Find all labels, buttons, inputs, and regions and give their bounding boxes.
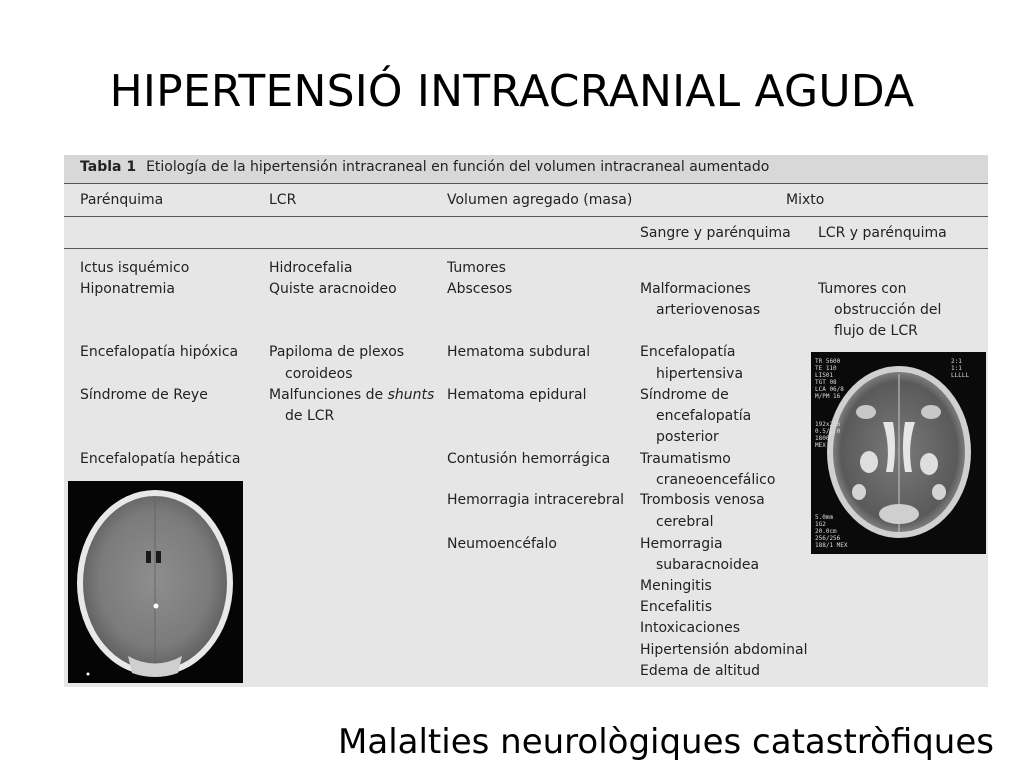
slide-title: HIPERTENSIÓ INTRACRANIAL AGUDA [109,66,915,117]
mri-overlay-bottom: 5.0mm 1G2 20.0cm 256/256 188/1 MEX [815,514,848,549]
header-lcr-parenquima: LCR y parénquima [818,225,947,241]
cell-lcr: Hidrocefalia [269,260,353,276]
cell-sangre: subaracnoidea [656,557,760,573]
table-label: Tabla 1 [80,159,137,175]
cell-lcr-parenquima: flujo de LCR [834,323,918,339]
header-sangre-parenquima: Sangre y parénquima [640,225,791,241]
cell-sangre: encefalopatía [656,408,752,424]
table-caption-text: Etiología de la hipertensión intracraneal en función del volumen intracraneal aumentado [146,159,770,175]
cell-sangre: posterior [656,429,719,445]
cell-lcr [269,385,434,406]
cell-lcr-italic: shunts [387,387,435,403]
cell-lcr-parenquima: obstrucción del [834,302,942,318]
cell-sangre: Malformaciones [640,281,751,297]
cell-parenquima: Hiponatremia [80,281,175,297]
cell-sangre: Encefalitis [640,599,712,615]
cell-parenquima: Síndrome de Reye [80,387,208,403]
header-mixto: Mixto [786,192,825,208]
mri-brain-image [811,352,986,554]
cell-lcr: Quiste aracnoideo [269,281,397,297]
cell-volumen: Hematoma epidural [447,387,587,403]
cell-sangre: Intoxicaciones [640,620,741,636]
rule-line [64,248,988,249]
header-lcr: LCR [269,192,297,208]
cell-sangre: Edema de altitud [640,663,761,679]
cell-lcr-parenquima: Tumores con [818,281,907,297]
cell-volumen: Hematoma subdural [447,344,591,360]
rule-line [64,216,988,217]
cell-sangre: Trombosis venosa [640,492,765,508]
cell-lcr: de LCR [285,408,335,424]
ct-brain-drawing [68,481,243,683]
cell-volumen: Contusión hemorrágica [447,451,611,467]
cell-sangre: Traumatismo [640,451,731,467]
cell-parenquima: Ictus isquémico [80,260,190,276]
slide-footer: Malalties neurològiques catastròfiques [338,722,994,762]
cell-lcr-text: Malfunciones de [269,387,388,403]
cell-sangre: Encefalopatía [640,344,736,360]
cell-volumen: Abscesos [447,281,513,297]
cell-sangre: Meningitis [640,578,712,594]
rule-line [64,183,988,184]
table-caption-row [64,155,988,183]
cell-sangre: cerebral [656,514,714,530]
cell-volumen: Hemorragia intracerebral [447,492,625,508]
ct-brain-image [68,481,243,683]
cell-volumen: Tumores [447,260,506,276]
cell-sangre: Hipertensión abdominal [640,642,808,658]
header-volumen: Volumen agregado (masa) [447,192,633,208]
mri-overlay-left: TR 5600 TE 110 LIS01 TGT 08 LCA 06/8 M/PM 16 192x256 0.5/2.0 1800 MEX [815,358,844,449]
cell-sangre: Hemorragia [640,536,723,552]
header-parenquima: Parénquima [80,192,164,208]
cell-parenquima: Encefalopatía hepática [80,451,241,467]
cell-sangre: Síndrome de [640,387,729,403]
cell-volumen: Neumoencéfalo [447,536,557,552]
mri-overlay-top: 2:1 1:1 LLLLL [951,358,970,379]
cell-sangre: craneoencefálico [656,472,776,488]
cell-sangre: arteriovenosas [656,302,761,318]
cell-sangre: hipertensiva [656,366,744,382]
cell-lcr: coroideos [285,366,353,382]
cell-parenquima: Encefalopatía hipóxica [80,344,239,360]
cell-lcr: Papiloma de plexos [269,344,405,360]
table-caption [80,159,769,175]
